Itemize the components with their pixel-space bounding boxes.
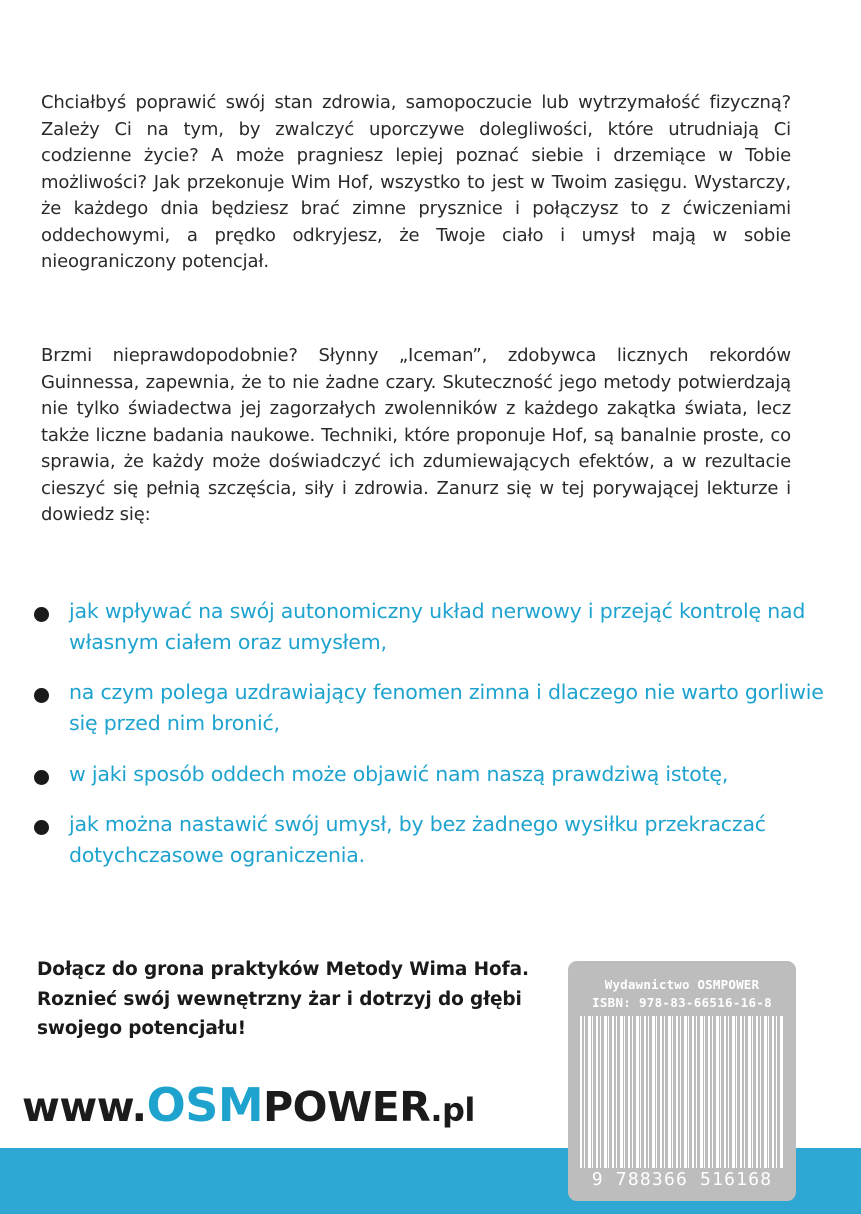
list-item-text: na czym polega uzdrawiający fenomen zimna i dlaczego nie warto gorliwie się przed nim bronić,	[69, 680, 824, 735]
cta-line-3: swojego potencjału!	[37, 1018, 246, 1039]
cta-line-2: Roznieć swój wewnętrzny żar i dotrzyj do głębi	[37, 988, 522, 1010]
list-item-text: jak można nastawić swój umysł, by bez żadnego wysiłku przekraczać dotychczasowe ograniczenia.	[69, 812, 766, 867]
list-item	[34, 809, 824, 871]
isbn-number: ISBN: 978-83-66516-16-8	[592, 995, 772, 1010]
website-brand-dark: POWER	[263, 1083, 431, 1131]
intro-paragraph: Chciałbyś poprawić swój stan zdrowia, samopoczucie lub wytrzymałość fizyczną? Zależy Ci na tym, by zwalczyć uporczywe dolegliwości, które utrudniają Ci codzienne życie? A może pragniesz lepiej poznać siebie i drzemiące w Tobie możliwości? Jak przekonuje Wim Hof, wszystko to jest w Twoim zasięgu. Wystarczy, że każdego dnia będziesz brać zimne prysznice i połączysz to z ćwiczeniami oddechowymi, a prędko odkryjesz, że Twoje ciało i umysł mają w sobie nieograniczony potencjał.	[41, 92, 791, 272]
bullet-dot-icon	[34, 820, 49, 835]
list-item	[34, 596, 824, 658]
list-item	[34, 759, 824, 790]
benefits-list	[34, 596, 824, 871]
ean-digits: 9 788366 516168	[591, 1169, 773, 1190]
cta-line-1: Dołącz do grona praktyków Metody Wima Hofa.	[37, 959, 529, 980]
call-to-action	[37, 955, 557, 1044]
bullet-dot-icon	[34, 688, 49, 703]
list-item	[34, 677, 824, 739]
barcode-panel	[568, 961, 796, 1201]
website-prefix: www.	[22, 1083, 147, 1131]
list-item-text: w jaki sposób oddech może objawić nam naszą prawdziwą istotę,	[69, 762, 729, 786]
description-paragraph: Brzmi nieprawdopodobnie? Słynny „Iceman”, zdobywca licznych rekordów Guinnessa, zapewnia, że to nie żadne czary. Skuteczność jego metody potwierdzają nie tylko świadectwa jej zagorzałych zwolenników z każdego zakątka świata, lecz także liczne badania naukowe. Techniki, które proponuje Hof, są banalnie proste, co sprawia, że każdy może doświadczyć ich zdumiewających efektów, a w rezultacie cieszyć się pełnią szczęścia, siły i zdrowia. Zanurz się w tej porywającej lekturze i dowiedz się:	[41, 345, 791, 525]
barcode-icon	[580, 1016, 784, 1168]
bullet-dot-icon	[34, 607, 49, 622]
publisher-website	[22, 1078, 475, 1132]
publisher-name: Wydawnictwo OSMPOWER	[604, 977, 760, 992]
website-suffix: .pl	[430, 1091, 475, 1129]
website-brand-blue: OSM	[146, 1078, 264, 1132]
bullet-dot-icon	[34, 770, 49, 785]
list-item-text: jak wpływać na swój autonomiczny układ nerwowy i przejąć kontrolę nad własnym ciałem oraz umysłem,	[69, 599, 806, 654]
